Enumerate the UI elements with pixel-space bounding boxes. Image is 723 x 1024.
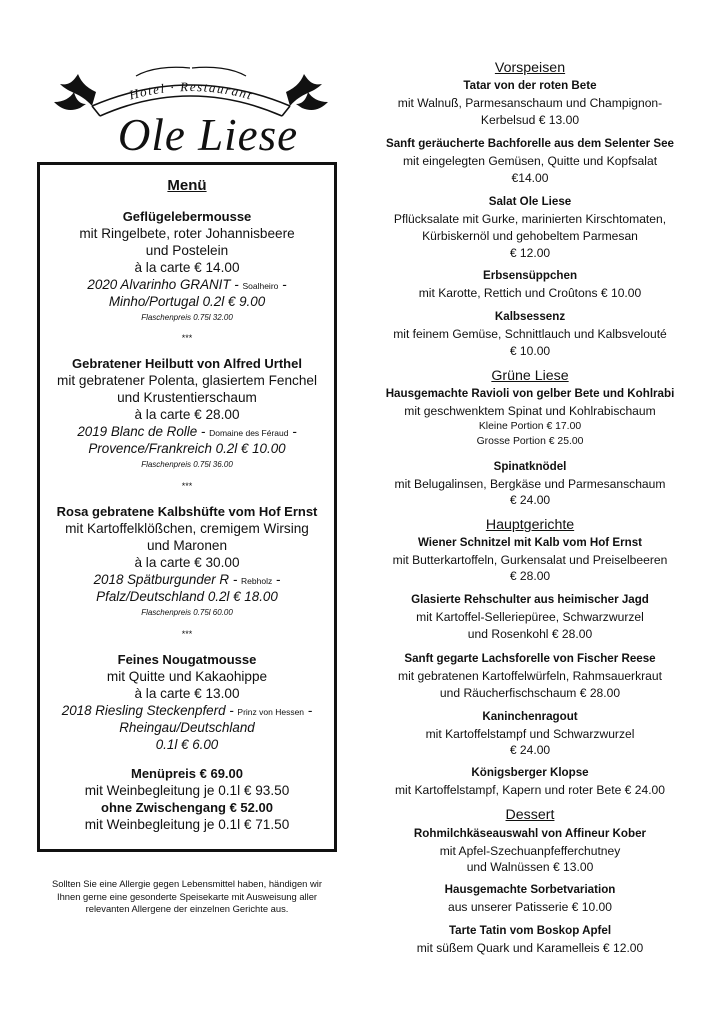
dish-description: € 12.00: [509, 246, 551, 260]
dish-name: Glasierte Rehschulter aus heimischer Jagd: [411, 593, 649, 606]
course-description: und Postelein: [145, 243, 229, 258]
course-price: à la carte € 30.00: [134, 555, 240, 570]
menu-price: Menüpreis € 69.00: [131, 766, 243, 781]
dish-description: und Walnüssen € 13.00: [466, 860, 594, 874]
dish-name: Königsberger Klopse: [471, 766, 589, 779]
dish-description: mit Kartoffel-Selleriepüree, Schwarzwurzel: [416, 610, 644, 624]
dish-description: € 24.00: [509, 493, 551, 507]
dish-description: Kerbelsud € 13.00: [480, 113, 580, 127]
dish-name: Sanft gegarte Lachsforelle von Fischer Reese: [404, 652, 656, 665]
section-heading-dessert: Dessert: [505, 807, 555, 823]
dish-description: mit geschwenktem Spinat und Kohlrabischaum: [404, 404, 656, 418]
dish-description: Pflücksalate mit Gurke, marinierten Kirschtomaten,: [393, 212, 667, 226]
course-name: Geflügelebermousse: [122, 209, 252, 224]
course-description: mit Kartoffelklößchen, cremigem Wirsing: [65, 521, 309, 536]
dish-description: und Räucherfischschaum € 28.00: [439, 686, 621, 700]
dish-description: mit feinem Gemüse, Schnittlauch und Kalbsvelouté: [393, 327, 667, 341]
restaurant-logo: [40, 62, 345, 162]
section-heading-hauptgerichte: Hauptgerichte: [485, 517, 575, 533]
dish-description: € 24.00: [509, 743, 551, 757]
dish-description: € 10.00: [509, 344, 551, 358]
bottle-price: Flaschenpreis 0.75l 32.00: [141, 313, 233, 322]
dish-description: mit Kartoffelstampf, Kapern und roter Bete € 24.00: [394, 783, 666, 797]
section-heading-gruene-liese: Grüne Liese: [491, 368, 569, 384]
dish-name: Salat Ole Liese: [488, 195, 572, 208]
dish-description: mit Walnuß, Parmesanschaum und Champignon-: [397, 96, 663, 110]
dish-description: mit gebratenen Kartoffelwürfeln, Rahmsauerkraut: [398, 669, 662, 683]
wine-pairing: 2020 Alvarinho GRANIT - Soalheiro -: [87, 277, 287, 292]
dish-portion-price: Kleine Portion € 17.00: [478, 421, 582, 432]
course-description: mit Ringelbete, roter Johannisbeere: [79, 226, 295, 241]
dish-name: Erbsensüppchen: [482, 269, 578, 282]
menu-wine-price: mit Weinbegleitung je 0.1l € 93.50: [84, 783, 290, 798]
dish-description: aus unserer Patisserie € 10.00: [447, 900, 613, 914]
course-price: à la carte € 14.00: [134, 260, 240, 275]
dish-description: mit Butterkartoffeln, Gurkensalat und Preiselbeeren: [392, 553, 668, 567]
course-name: Rosa gebratene Kalbshüfte vom Hof Ernst: [56, 504, 318, 519]
dish-name: Spinatknödel: [493, 460, 567, 473]
menu-price-without-course: ohne Zwischengang € 52.00: [101, 800, 273, 815]
wine-pairing: 2018 Riesling Steckenpferd - Prinz von Hessen -: [61, 703, 313, 718]
dish-description: mit eingelegten Gemüsen, Quitte und Kopfsalat: [402, 154, 658, 168]
menu-title: Menü: [167, 177, 207, 194]
dish-description: mit süßem Quark und Karamelleis € 12.00: [416, 941, 644, 955]
dish-name: Wiener Schnitzel mit Kalb vom Hof Ernst: [417, 536, 643, 549]
separator: ***: [181, 481, 193, 491]
course-description: und Krustentierschaum: [117, 390, 257, 405]
dish-description: €14.00: [511, 171, 549, 185]
logo-name: Ole Liese: [117, 110, 299, 160]
dish-description: mit Apfel-Szechuanpfefferchutney: [439, 844, 621, 858]
dish-name: Hausgemachte Ravioli von gelber Bete und Kohlrabi: [385, 387, 675, 400]
course-name: Feines Nougatmousse: [117, 652, 257, 667]
dish-name: Kalbsessenz: [494, 310, 566, 323]
dish-description: mit Kartoffelstampf und Schwarzwurzel: [425, 727, 635, 741]
dish-name: Rohmilchkäseauswahl von Affineur Kober: [413, 827, 647, 840]
logo-ribbon-text: Hotel · Restaurant: [127, 78, 255, 103]
section-heading-vorspeisen: Vorspeisen: [494, 60, 566, 76]
wine-pairing: Pfalz/Deutschland 0.2l € 18.00: [96, 589, 278, 604]
menu-wine-price: mit Weinbegleitung je 0.1l € 71.50: [84, 817, 290, 832]
dish-portion-price: Grosse Portion € 25.00: [476, 436, 584, 447]
bottle-price: Flaschenpreis 0.75l 36.00: [141, 460, 233, 469]
course-description: mit Quitte und Kakaohippe: [106, 669, 268, 684]
course-price: à la carte € 13.00: [134, 686, 240, 701]
course-name: Gebratener Heilbutt von Alfred Urthel: [72, 356, 302, 371]
separator: ***: [181, 333, 193, 343]
svg-text:Hotel · Restaurant: [126, 79, 254, 103]
dish-name: Kaninchenragout: [482, 710, 578, 723]
bottle-price: Flaschenpreis 0.75l 60.00: [141, 608, 233, 617]
course-price: à la carte € 28.00: [134, 407, 240, 422]
course-description: und Maronen: [146, 538, 228, 553]
wine-pairing: Provence/Frankreich 0.2l € 10.00: [88, 441, 286, 456]
dish-name: Sanft geräucherte Bachforelle aus dem Selenter See: [385, 137, 675, 150]
set-menu-box: [37, 162, 337, 852]
wine-pairing: 2018 Spätburgunder R - Rebholz -: [93, 572, 281, 587]
dish-name: Tatar von der roten Bete: [463, 79, 597, 92]
allergy-note: Sollten Sie eine Allergie gegen Lebensmittel haben, händigen wir Ihnen gerne eine gesonderte Speisekarte mit Ausweisung aller relevanten Allergene der einzelnen Gerichte aus.: [52, 878, 322, 915]
wine-pairing: Rheingau/Deutschland: [119, 720, 255, 735]
dish-description: und Rosenkohl € 28.00: [467, 627, 593, 641]
separator: ***: [181, 629, 193, 639]
dish-description: Kürbiskernöl und gehobeltem Parmesan: [422, 229, 638, 243]
wine-pairing: 0.1l € 6.00: [155, 737, 219, 752]
wine-pairing: Minho/Portugal 0.2l € 9.00: [108, 294, 266, 309]
dish-name: Hausgemachte Sorbetvariation: [444, 883, 616, 896]
dish-description: mit Belugalinsen, Bergkäse und Parmesanschaum: [394, 477, 666, 491]
dish-name: Tarte Tatin vom Boskop Apfel: [448, 924, 612, 937]
dish-description: mit Karotte, Rettich und Croûtons € 10.00: [418, 286, 642, 300]
wine-pairing: 2019 Blanc de Rolle - Domaine des Féraud -: [77, 424, 297, 439]
course-description: mit gebratener Polenta, glasiertem Fenchel: [57, 373, 317, 388]
dish-description: € 28.00: [509, 569, 551, 583]
